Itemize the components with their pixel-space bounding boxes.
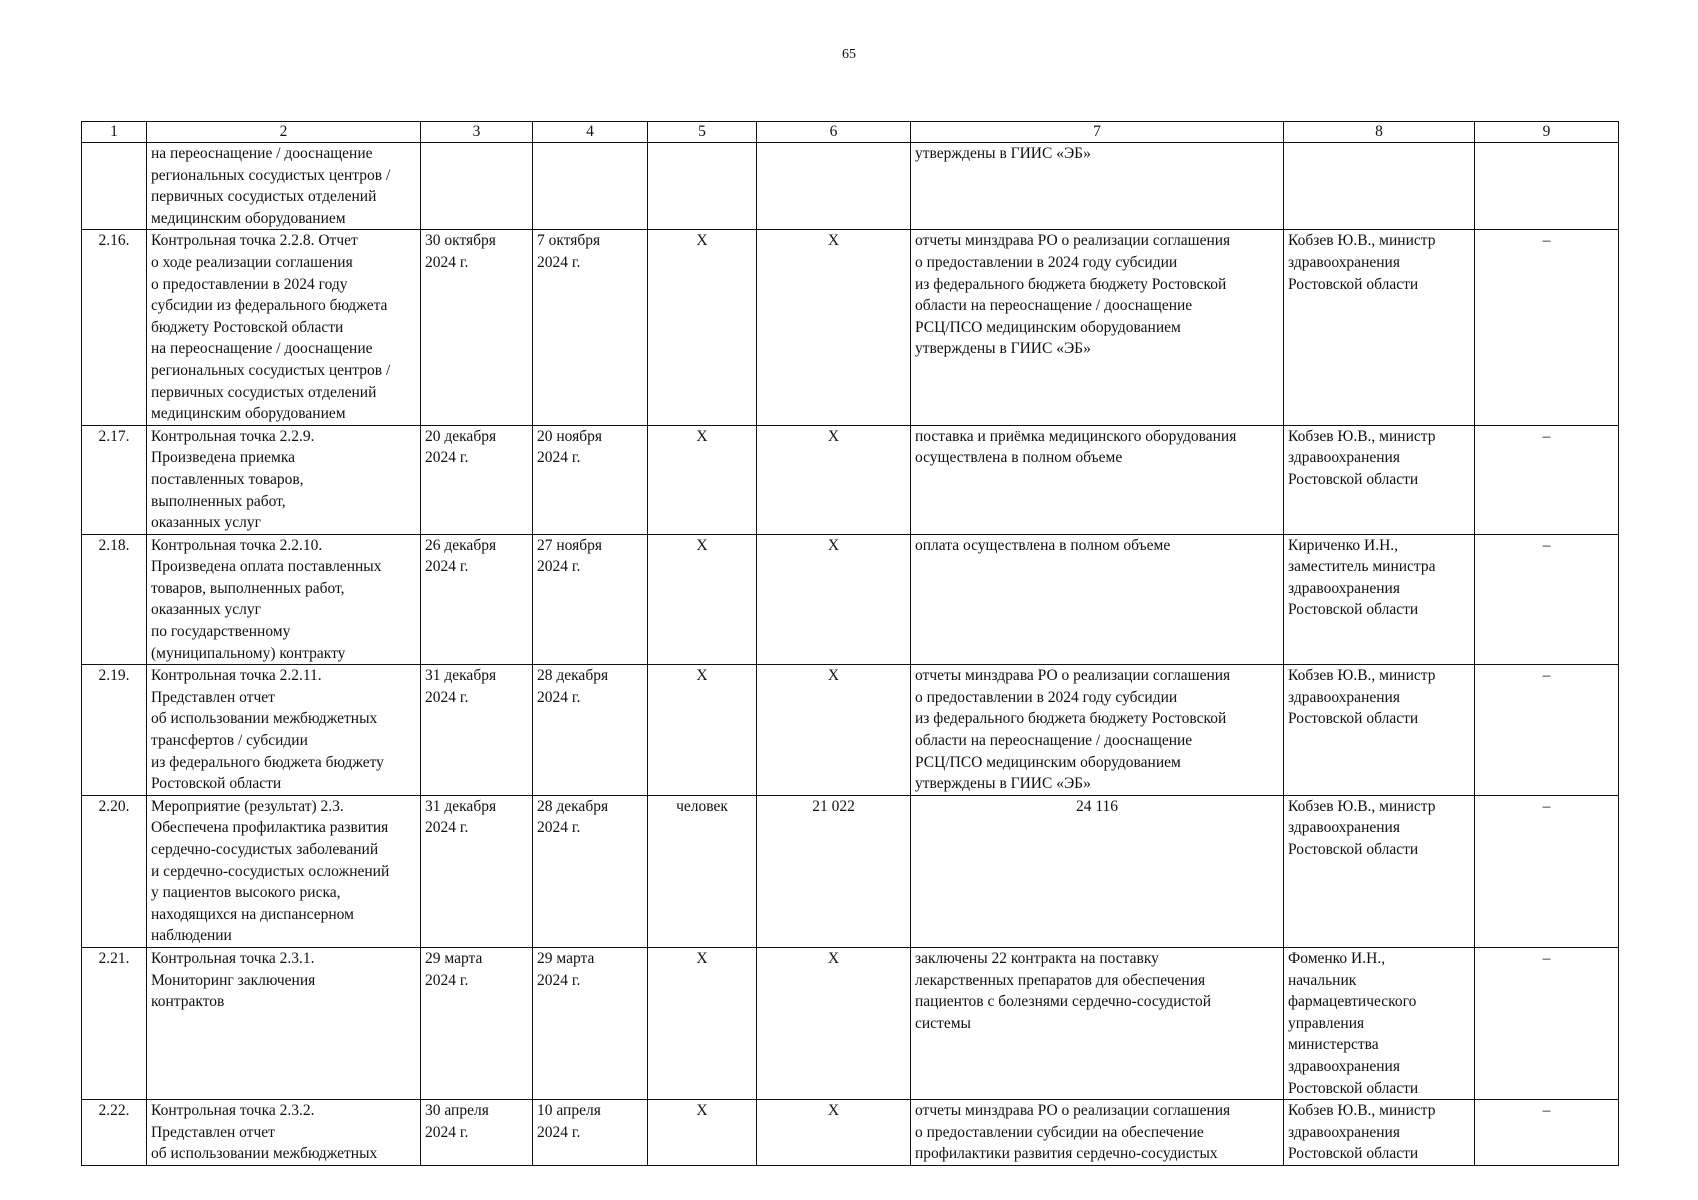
table-row [82, 534, 1619, 665]
plan-value-cell: Х [757, 230, 911, 425]
date-fact-cell: 10 апреля 2024 г. [533, 1100, 648, 1166]
date-fact-cell: 7 октября 2024 г. [533, 230, 648, 425]
date-fact-cell: 27 ноября 2024 г. [533, 534, 648, 665]
row-number-cell: 2.18. [82, 534, 147, 665]
date-plan-cell: 20 декабря 2024 г. [421, 425, 533, 534]
result-cell: отчеты минздрава РО о реализации соглашения о предоставлении в 2024 году субсидии из федерального бюджета бюджету Ростовской области на переоснащение / дооснащение РСЦ/ПСО медицинским оборудованием утверждены в ГИИС «ЭБ» [911, 665, 1284, 796]
unit-cell: Х [648, 1100, 757, 1166]
column-number-cell: 7 [911, 122, 1284, 143]
responsible-cell: Кириченко И.Н., заместитель министра здравоохранения Ростовской области [1284, 534, 1475, 665]
page-number: 65 [842, 47, 856, 62]
note-cell: – [1475, 534, 1619, 665]
date-plan-cell: 26 декабря 2024 г. [421, 534, 533, 665]
column-number-cell: 4 [533, 122, 648, 143]
plan-value-cell: 21 022 [757, 795, 911, 947]
date-fact-cell: 28 декабря 2024 г. [533, 665, 648, 796]
row-number-cell [82, 143, 147, 230]
column-number-cell: 1 [82, 122, 147, 143]
result-cell: отчеты минздрава РО о реализации соглашения о предоставлении субсидии на обеспечение профилактики развития сердечно-сосудистых [911, 1100, 1284, 1166]
note-cell: – [1475, 795, 1619, 947]
note-cell: – [1475, 665, 1619, 796]
table-row [82, 947, 1619, 1099]
item-name-cell: Контрольная точка 2.3.2. Представлен отчет об использовании межбюджетных [147, 1100, 421, 1166]
date-plan-cell: 30 апреля 2024 г. [421, 1100, 533, 1166]
date-fact-cell [533, 143, 648, 230]
column-number-cell: 5 [648, 122, 757, 143]
unit-cell: Х [648, 425, 757, 534]
responsible-cell: Кобзев Ю.В., министр здравоохранения Ростовской области [1284, 425, 1475, 534]
result-cell: отчеты минздрава РО о реализации соглашения о предоставлении в 2024 году субсидии из федерального бюджета бюджету Ростовской области на переоснащение / дооснащение РСЦ/ПСО медицинским оборудованием утверждены в ГИИС «ЭБ» [911, 230, 1284, 425]
plan-value-cell: Х [757, 1100, 911, 1166]
column-number-cell: 3 [421, 122, 533, 143]
row-number-cell: 2.16. [82, 230, 147, 425]
result-cell: оплата осуществлена в полном объеме [911, 534, 1284, 665]
column-number-cell: 9 [1475, 122, 1619, 143]
plan-table [81, 121, 1619, 1166]
date-plan-cell: 30 октября 2024 г. [421, 230, 533, 425]
table-row [82, 795, 1619, 947]
note-cell: – [1475, 1100, 1619, 1166]
result-cell: утверждены в ГИИС «ЭБ» [911, 143, 1284, 230]
date-plan-cell: 31 декабря 2024 г. [421, 665, 533, 796]
note-cell: – [1475, 425, 1619, 534]
note-cell: – [1475, 230, 1619, 425]
table-body [82, 143, 1619, 1166]
note-cell: – [1475, 947, 1619, 1099]
unit-cell: человек [648, 795, 757, 947]
result-cell: заключены 22 контракта на поставку лекарственных препаратов для обеспечения пациентов с болезнями сердечно-сосудистой системы [911, 947, 1284, 1099]
column-number-cell: 2 [147, 122, 421, 143]
plan-value-cell: Х [757, 665, 911, 796]
date-fact-cell: 20 ноября 2024 г. [533, 425, 648, 534]
item-name-cell: Контрольная точка 2.2.8. Отчет о ходе реализации соглашения о предоставлении в 2024 году субсидии из федерального бюджета бюджету Ростовской области на переоснащение / дооснащение региональных сосудистых центров / первичных сосудистых отделений медицинским оборудованием [147, 230, 421, 425]
plan-value-cell: Х [757, 947, 911, 1099]
date-fact-cell: 29 марта 2024 г. [533, 947, 648, 1099]
item-name-cell: Мероприятие (результат) 2.3. Обеспечена профилактика развития сердечно-сосудистых заболеваний и сердечно-сосудистых осложнений у пациентов высокого риска, находящихся на диспансерном наблюдении [147, 795, 421, 947]
column-number-row [82, 122, 1619, 143]
row-number-cell: 2.22. [82, 1100, 147, 1166]
row-number-cell: 2.20. [82, 795, 147, 947]
responsible-cell [1284, 143, 1475, 230]
responsible-cell: Кобзев Ю.В., министр здравоохранения Ростовской области [1284, 1100, 1475, 1166]
table-row [82, 1100, 1619, 1166]
result-cell: 24 116 [911, 795, 1284, 947]
responsible-cell: Кобзев Ю.В., министр здравоохранения Ростовской области [1284, 665, 1475, 796]
item-name-cell: Контрольная точка 2.2.10. Произведена оплата поставленных товаров, выполненных работ, оказанных услуг по государственному (муниципальному) контракту [147, 534, 421, 665]
column-number-cell: 8 [1284, 122, 1475, 143]
table-row [82, 143, 1619, 230]
unit-cell: Х [648, 665, 757, 796]
row-number-cell: 2.19. [82, 665, 147, 796]
row-number-cell: 2.17. [82, 425, 147, 534]
plan-value-cell [757, 143, 911, 230]
result-cell: поставка и приёмка медицинского оборудования осуществлена в полном объеме [911, 425, 1284, 534]
table-row [82, 665, 1619, 796]
date-plan-cell: 29 марта 2024 г. [421, 947, 533, 1099]
date-plan-cell: 31 декабря 2024 г. [421, 795, 533, 947]
table-row [82, 230, 1619, 425]
item-name-cell: Контрольная точка 2.3.1. Мониторинг заключения контрактов [147, 947, 421, 1099]
plan-value-cell: Х [757, 534, 911, 665]
item-name-cell: Контрольная точка 2.2.11. Представлен отчет об использовании межбюджетных трансфертов / субсидии из федерального бюджета бюджету Ростовской области [147, 665, 421, 796]
unit-cell [648, 143, 757, 230]
table-row [82, 425, 1619, 534]
unit-cell: Х [648, 534, 757, 665]
date-plan-cell [421, 143, 533, 230]
unit-cell: Х [648, 947, 757, 1099]
responsible-cell: Фоменко И.Н., начальник фармацевтического управления министерства здравоохранения Ростовской области [1284, 947, 1475, 1099]
row-number-cell: 2.21. [82, 947, 147, 1099]
plan-value-cell: Х [757, 425, 911, 534]
note-cell [1475, 143, 1619, 230]
responsible-cell: Кобзев Ю.В., министр здравоохранения Ростовской области [1284, 230, 1475, 425]
column-number-cell: 6 [757, 122, 911, 143]
date-fact-cell: 28 декабря 2024 г. [533, 795, 648, 947]
unit-cell: Х [648, 230, 757, 425]
item-name-cell: Контрольная точка 2.2.9. Произведена приемка поставленных товаров, выполненных работ, оказанных услуг [147, 425, 421, 534]
item-name-cell: на переоснащение / дооснащение региональных сосудистых центров / первичных сосудистых отделений медицинским оборудованием [147, 143, 421, 230]
responsible-cell: Кобзев Ю.В., министр здравоохранения Ростовской области [1284, 795, 1475, 947]
